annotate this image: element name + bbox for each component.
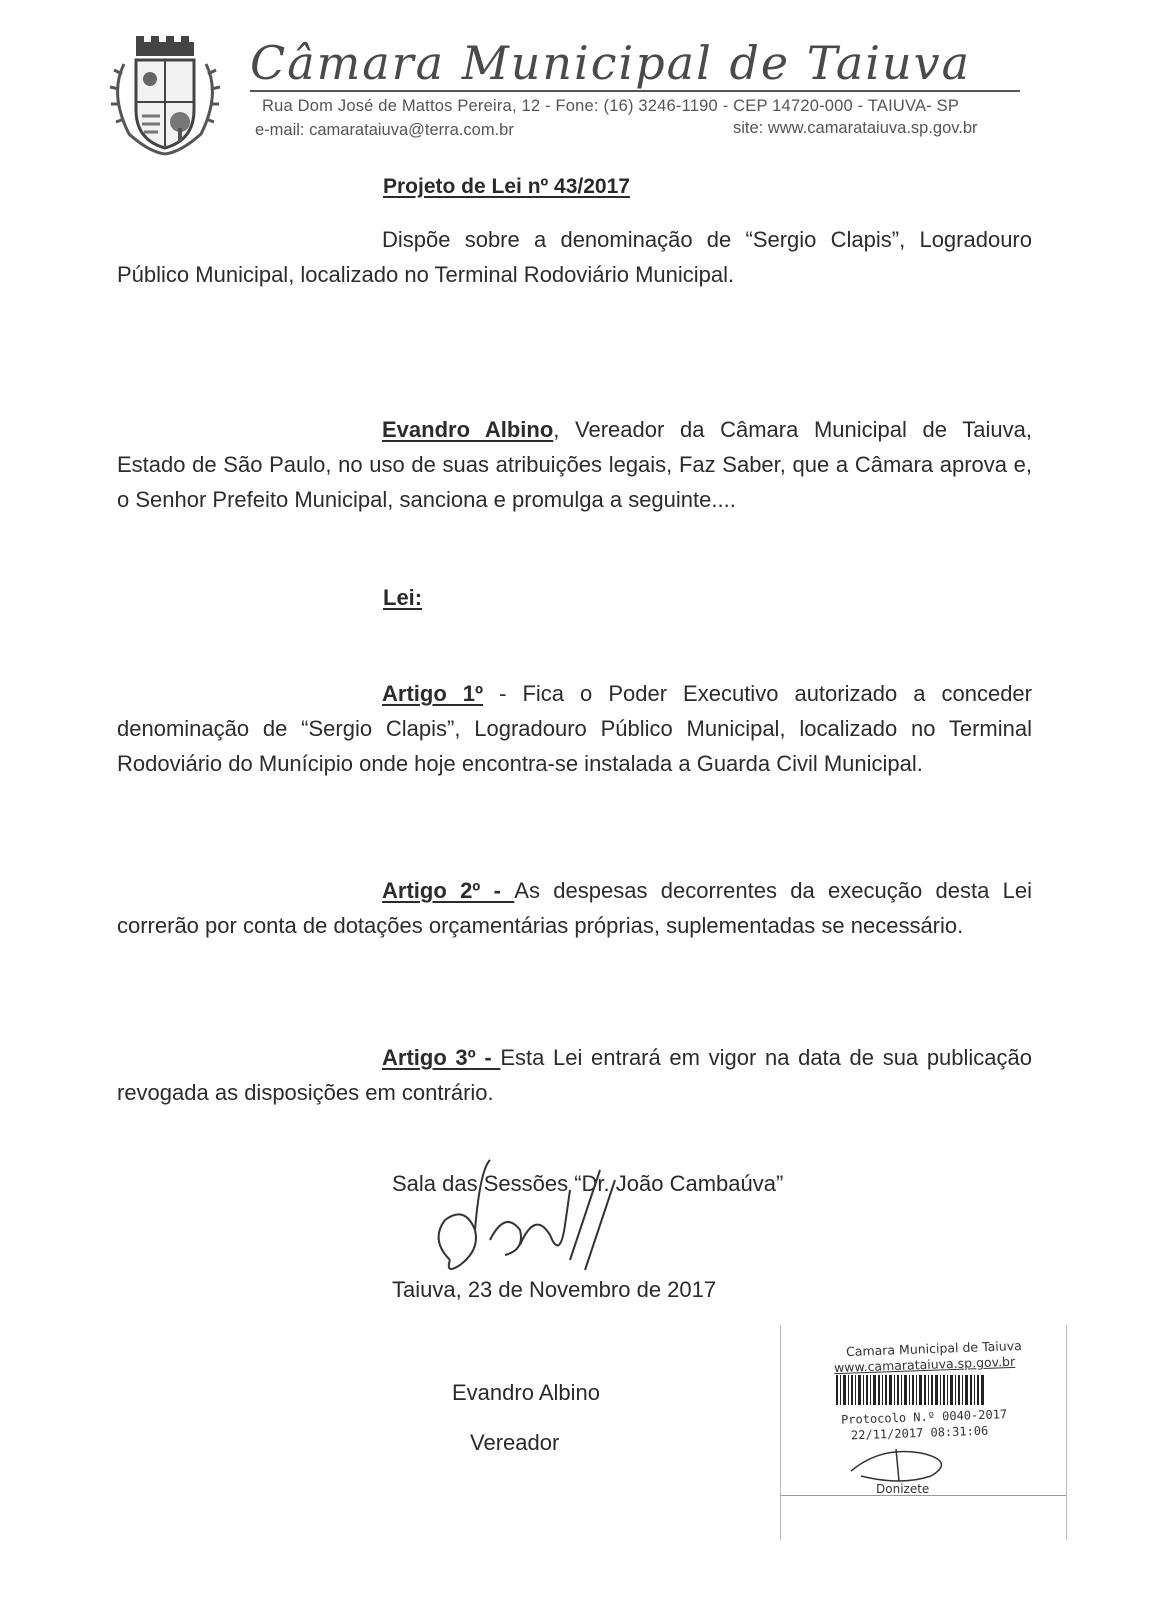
document-date: Taiuva, 23 de Novembro de 2017 — [392, 1277, 717, 1302]
header-address: Rua Dom José de Mattos Pereira, 12 - Fone: (16) 3246-1190 - CEP 14720-000 - TAIUVA- SP — [262, 97, 960, 115]
article-2-text: As despesas decorrentes da execução desta Lei correrão por conta de dotações orçamentárias próprias, suplementadas se necessário. — [117, 878, 1032, 938]
article-1-text: - Fica o Poder Executivo autorizado a conceder denominação de “Sergio Clapis”, Logradouro Público Municipal, localizado no Terminal Rodoviário do Munícipio onde hoje encontra-se instalada a Guarda Civil Municipal. — [117, 681, 1032, 776]
barcode-icon — [836, 1375, 986, 1405]
preamble-author: Evandro Albino — [382, 417, 554, 442]
article-1 — [117, 676, 1032, 781]
project-title: Projeto de Lei nº 43/2017 — [383, 175, 630, 198]
protocol-stamp — [780, 1325, 1067, 1540]
article-3-label: Artigo 3º - — [382, 1045, 501, 1070]
session-room: Sala das Sessões “Dr. João Cambaúva” — [392, 1171, 784, 1196]
signer-name: Evandro Albino — [452, 1380, 600, 1405]
lei-heading: Lei: — [383, 585, 423, 610]
stamp-site: www.camarataiuva.sp.gov.br — [833, 1353, 1016, 1376]
ementa-text: Dispõe sobre a denominação de “Sergio Clapis”, Logradouro Público Municipal, localizado no Terminal Rodoviário Municipal. — [117, 227, 1032, 287]
article-2 — [117, 873, 1032, 943]
stamp-chamber-name: Camara Municipal de Taiuva — [845, 1337, 1022, 1360]
ementa-paragraph — [117, 222, 1032, 292]
preamble-paragraph — [117, 412, 1032, 517]
header-divider — [250, 90, 1020, 92]
header-email: e-mail: camarataiuva@terra.com.br — [255, 121, 514, 139]
article-1-label: Artigo 1º — [382, 681, 484, 706]
article-2-label: Artigo 2º - — [382, 878, 515, 903]
preamble-text: , Vereador da Câmara Municipal de Taiuva, Estado de São Paulo, no uso de suas atribuições legais, Faz Saber, que a Câmara aprova e, o Senhor Prefeito Municipal, sanciona e promulga a seguinte.... — [117, 417, 1032, 512]
chamber-title: Câmara Municipal de Taiuva — [250, 36, 972, 90]
crest-logo — [104, 34, 226, 156]
stamp-protocol-number: Protocolo N.º 0040-2017 — [840, 1407, 1008, 1427]
header-site: site: www.camarataiuva.sp.gov.br — [733, 119, 978, 137]
article-3-text: Esta Lei entrará em vigor na data de sua publicação revogada as disposições em contrário. — [117, 1045, 1033, 1105]
stamp-divider — [781, 1495, 1066, 1496]
signer-role: Vereador — [470, 1430, 560, 1455]
article-3 — [117, 1040, 1032, 1110]
stamp-signer: Donizete — [876, 1482, 930, 1496]
stamp-timestamp: 22/11/2017 08:31:06 — [850, 1423, 989, 1443]
